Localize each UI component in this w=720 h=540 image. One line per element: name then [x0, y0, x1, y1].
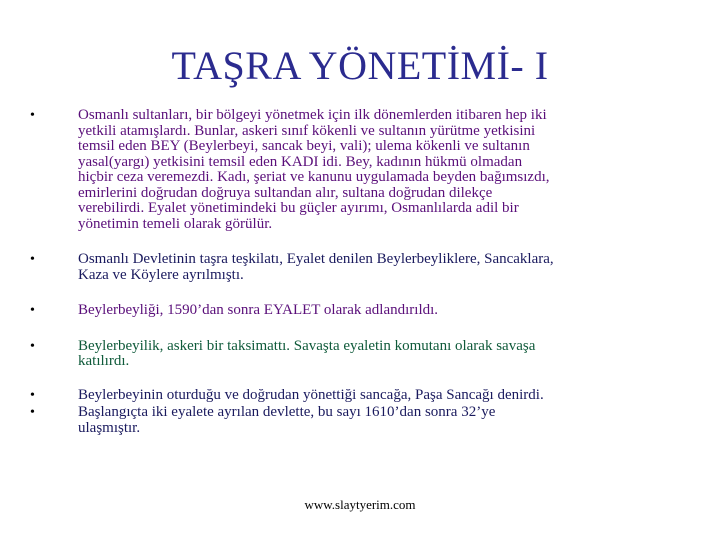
bullet-icon: •	[30, 252, 35, 267]
bullet-item	[30, 405, 690, 436]
bullet-icon: •	[30, 405, 35, 420]
bullet-item	[30, 108, 690, 232]
bullet-text: Başlangıçta iki eyalete ayrılan devlette, bu sayı 1610’dan sonra 32’ye ulaşmıştır.	[78, 404, 496, 436]
slide-title: TAŞRA YÖNETİMİ- I	[171, 43, 549, 88]
bullet-text: Osmanlı Devletinin taşra teşkilatı, Eyalet denilen Beylerbeyliklere, Sancaklara, Kaza ve Köylere ayrılmıştı.	[78, 251, 554, 283]
bullet-item	[30, 388, 690, 404]
bullet-text: Beylerbeyinin oturduğu ve doğrudan yönettiği sancağa, Paşa Sancağı denirdi.	[78, 386, 544, 403]
bullet-text: Beylerbeyilik, askeri bir taksimattı. Savaşta eyaletin komutanı olarak savaşa katılırdı.	[78, 337, 536, 369]
footer-url: www.slaytyerim.com	[304, 497, 416, 512]
bullet-item	[30, 303, 690, 319]
bullet-item	[30, 339, 690, 370]
bullet-icon: •	[30, 108, 35, 123]
bullet-icon: •	[30, 338, 35, 354]
bullet-text: Beylerbeyliği, 1590’dan sonra EYALET olarak adlandırıldı.	[78, 302, 439, 318]
bullet-item	[30, 252, 690, 283]
bullet-text: Osmanlı sultanları, bir bölgeyi yönetmek için ilk dönemlerden itibaren hep iki yetkili atamışlardı. Bunlar, askeri sınıf kökenli ve sultanın yürütme yetkisini temsil eden BEY (Beylerbeyi, sancak beyi, vali); ulema kökenli ve sultanın yasal(yargı) yetkisini temsil eden KADI idi. Bey, kadının hükmü olmadan hiçbir ceza veremezdi. Kadı, şeriat ve kanunu uygulamada beyden bağımsızdı, emirlerini doğrudan doğruya sultandan alır, sultana doğrudan dilekçe verebilirdi. Eyalet yönetimindeki bu güçler ayırımı, Osmanlılarda adil bir yönetimin temeli olarak görülür.	[78, 107, 550, 232]
bullet-list	[30, 108, 690, 436]
bullet-icon: •	[30, 387, 35, 403]
bullet-icon: •	[30, 303, 35, 318]
